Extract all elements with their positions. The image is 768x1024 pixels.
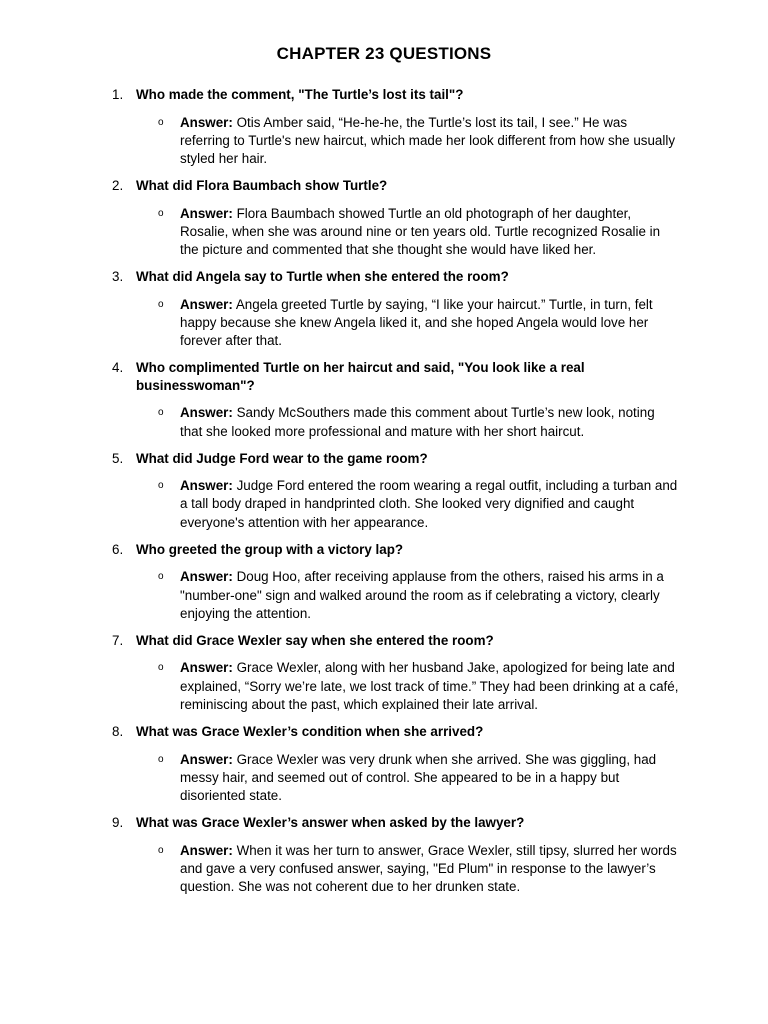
question-item [108, 814, 680, 896]
answer-text: Flora Baumbach showed Turtle an old photograph of her daughter, Rosalie, when she was around nine or ten years old. Turtle recognized Rosalie in the picture and commented that she thought she would have liked her. [180, 205, 661, 258]
answer-item [158, 568, 680, 623]
answer-label: Answer: [180, 660, 233, 676]
answer-item [158, 842, 680, 897]
question-text: What did Grace Wexler say when she entered the room? [136, 632, 494, 648]
question-text: Who complimented Turtle on her haircut and said, "You look like a real businesswoman"? [136, 360, 585, 393]
answer-text: Doug Hoo, after receiving applause from the others, raised his arms in a "number-one" sign and walked around the room as if celebrating a victory, clearly enjoying the attention. [180, 569, 664, 621]
question-text: What did Flora Baumbach show Turtle? [136, 178, 388, 194]
question-text: What did Angela say to Turtle when she entered the room? [136, 269, 509, 285]
question-number: 1. [112, 87, 124, 102]
answer-label: Answer: [180, 478, 233, 494]
answer-label: Answer: [180, 405, 233, 421]
question-item [108, 86, 680, 168]
question-number: 5. [112, 450, 124, 466]
question-item [108, 541, 680, 623]
question-text: What was Grace Wexler’s condition when she arrived? [136, 724, 484, 740]
hollow-bullet-icon: o [158, 753, 164, 765]
answer-label: Answer: [180, 296, 233, 312]
answer-item [158, 404, 680, 440]
answer-item [158, 114, 680, 169]
question-number: 2. [112, 178, 124, 194]
page-title: CHAPTER 23 QUESTIONS [276, 44, 492, 63]
hollow-bullet-icon: o [158, 116, 164, 128]
hollow-bullet-icon: o [158, 662, 164, 674]
hollow-bullet-icon: o [158, 844, 164, 856]
question-number: 6. [112, 541, 124, 557]
hollow-bullet-icon: o [158, 571, 164, 583]
question-number: 7. [112, 632, 124, 648]
answer-text: Judge Ford entered the room wearing a regal outfit, including a turban and a tall body draped in handprinted cloth. She looked very dignified and caught everyone's attention with her appearance. [180, 478, 678, 530]
question-item [108, 450, 680, 532]
question-item [108, 359, 680, 440]
answer-label: Answer: [180, 205, 233, 221]
question-text: What was Grace Wexler’s answer when asked by the lawyer? [136, 815, 525, 831]
answer-label: Answer: [180, 842, 233, 858]
answer-item [158, 296, 680, 351]
question-number: 9. [112, 815, 124, 831]
question-item [108, 723, 680, 805]
hollow-bullet-icon: o [158, 207, 164, 219]
question-number: 3. [112, 269, 124, 285]
question-item [108, 632, 680, 714]
answer-text: Grace Wexler, along with her husband Jake, apologized for being late and explained, “Sorry we’re late, we lost track of time.” They had been drinking at a café, reminiscing about the past, which explained their late arrival. [180, 660, 679, 712]
hollow-bullet-icon: o [158, 480, 164, 492]
answer-text: Angela greeted Turtle by saying, “I like your haircut.” Turtle, in turn, felt happy because she knew Angela liked it, and she hoped Angela would love her forever after that. [180, 296, 653, 349]
answer-text: Sandy McSouthers made this comment about Turtle’s new look, noting that she looked more professional and mature with her short haircut. [180, 405, 655, 439]
question-number: 8. [112, 724, 124, 740]
answer-item [158, 751, 680, 806]
question-item [108, 177, 680, 259]
answer-item [158, 205, 680, 260]
answer-item [158, 477, 680, 532]
question-text: Who greeted the group with a victory lap? [136, 541, 404, 557]
question-list [108, 86, 680, 896]
question-text: Who made the comment, "The Turtle’s lost its tail"? [136, 87, 464, 102]
answer-text: When it was her turn to answer, Grace Wexler, still tipsy, slurred her words and gave a very confused answer, saying, "Ed Plum" in response to the lawyer’s question. She was not coherent due to her drunken state. [180, 842, 677, 895]
answer-item [158, 659, 680, 714]
question-item [108, 268, 680, 350]
answer-text: Otis Amber said, “He-he-he, the Turtle’s lost its tail, I see.” He was referring to Turtle's new haircut, which made her look different from how she usually styled her hair. [180, 114, 676, 166]
hollow-bullet-icon: o [158, 407, 164, 419]
answer-label: Answer: [180, 751, 233, 767]
answer-text: Grace Wexler was very drunk when she arrived. She was giggling, had messy hair, and seemed out of control. She appeared to be in a happy but disoriented state. [180, 751, 657, 803]
answer-label: Answer: [180, 114, 233, 130]
question-text: What did Judge Ford wear to the game room? [136, 450, 428, 466]
question-number: 4. [112, 360, 124, 376]
hollow-bullet-icon: o [158, 298, 164, 310]
answer-label: Answer: [180, 569, 233, 585]
